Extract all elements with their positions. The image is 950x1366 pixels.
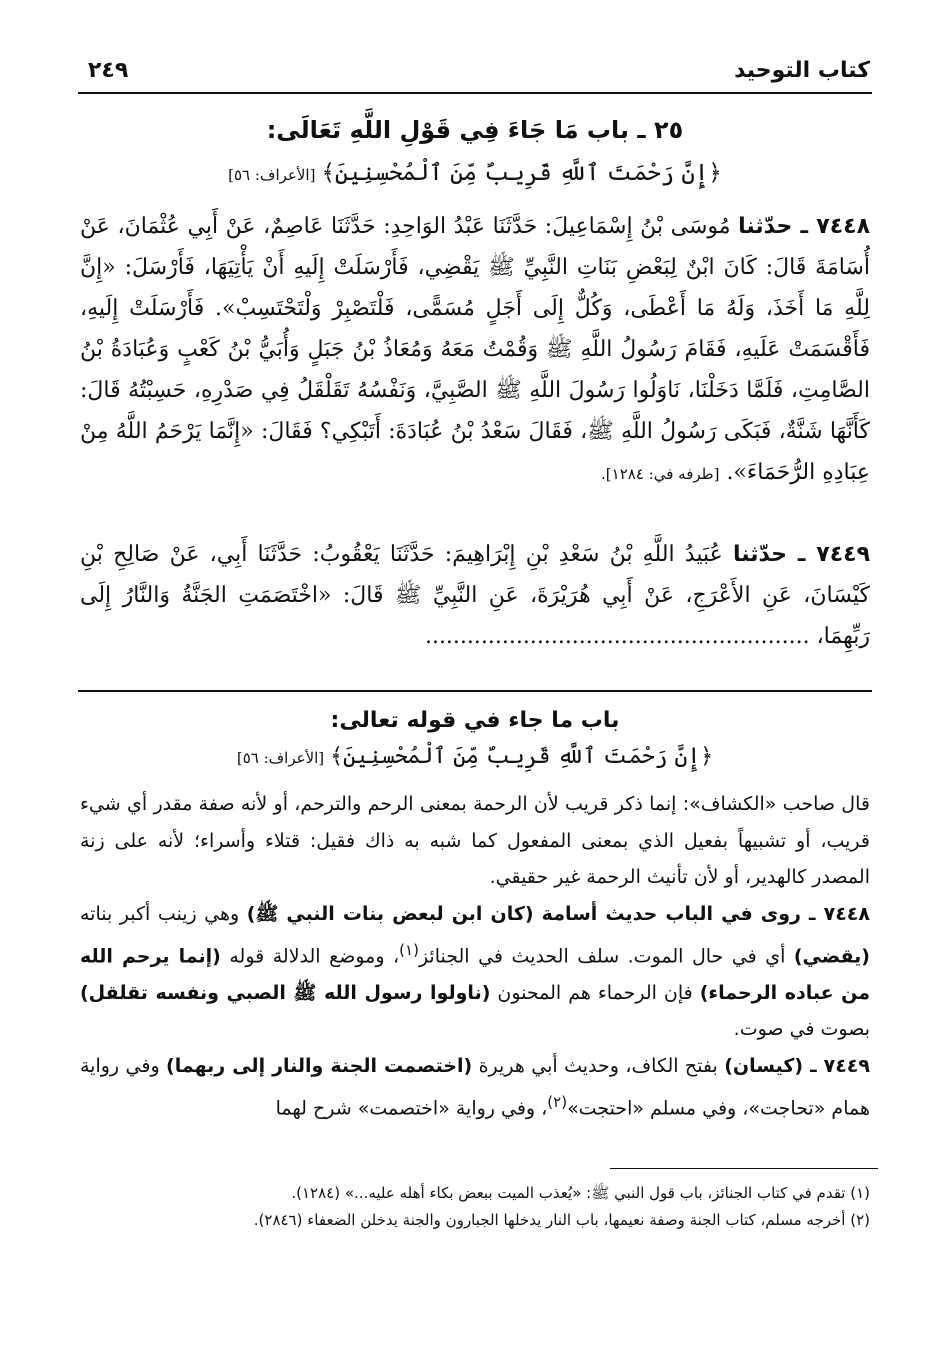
commentary-verse (80, 744, 870, 769)
footnotes (80, 1180, 870, 1234)
hadith-7448 (80, 206, 870, 495)
section-divider (78, 690, 872, 692)
hadith-text: مُوسَى بْنُ إِسْمَاعِيلَ: حَدَّثَنَا عَبْدُ الوَاحِدِ: حَدَّثَنَا عَاصِمٌ، عَنْ أَبِي عُثْمَانَ، عَنْ أُسَامَةَ قَالَ: كَانَ ابْنٌ لِبَعْضِ بَنَاتِ النَّبِيِّ ﷺ يَقْضِي، فَأَرْسَلَتْ إِلَيهِ أَنْ يَأْتِيَهَا، فَأَرْسَلَ: «إِنَّ لِلَّهِ مَا أَخَذَ، وَلَهُ مَا أَعْطَى، وَكُلٌّ إِلَى أَجَلٍ مُسَمًّى، فَلْتَصْبِرْ وَلْتَحْتَسِبْ». فَأَرْسَلَتْ إِلَيهِ، فَأَقْسَمَتْ عَلَيهِ، فَقَامَ رَسُولُ اللَّهِ ﷺ وَقُمْتُ مَعَهُ وَمُعَاذُ بْنُ جَبَلٍ وَأُبَيُّ بْنُ كَعْبٍ وَعُبَادَةُ بْنُ الصَّامِتِ، فَلَمَّا دَخَلْنَا، نَاوَلُوا رَسُولَ اللَّهِ ﷺ الصَّبِيَّ، وَنَفْسُهُ تَقَلْقَلُ فِي صَدْرِهِ، حَسِبْتُهُ قَالَ: كَأَنَّهَا شَنَّةٌ، فَبَكَى رَسُولُ اللَّهِ ﷺ، فَقَالَ سَعْدُ بْنُ عُبَادَةَ: أَتَبْكِي؟ فَقَالَ: «إِنَّمَا يَرْحَمُ اللَّهُ مِنْ عِبَادِهِ الرُّحَمَاءَ». (80, 214, 871, 485)
commentary-body (80, 786, 870, 1127)
para-text: بصوت في صوت. (733, 1018, 870, 1041)
header-rule (78, 92, 872, 94)
para-text: فإن الرحماء هم المحنون (490, 981, 700, 1004)
quoted-phrase: (يقضي) (793, 945, 870, 968)
quoted-phrase: (ناولوا رسول الله ﷺ الصبي ونفسه تقلقل) (80, 981, 491, 1004)
hadith-number: ٧٤٤٨ ـ حدّثنا (738, 214, 870, 239)
quoted-phrase: (اختصمت الجنة والنار إلى ربهما) (166, 1054, 473, 1077)
footnote-rule (610, 1168, 878, 1169)
book-title: كتاب التوحيد (734, 58, 870, 83)
chapter-verse (80, 160, 870, 186)
footnote-marker[interactable]: (٢) (547, 1093, 568, 1112)
hadith-7449 (80, 534, 870, 657)
verse-reference: [الأعراف: ٥٦] (228, 166, 316, 184)
para-text: ، وموضع الدلالة قوله (220, 945, 400, 968)
para-text: قال صاحب «الكشاف»: إنما ذكر قريب لأن الرحمة بمعنى الرحم والترحم، أو لأنه صفة مقدر أي شيء قريب، أو تشبيهاً بفعيل الذي بمعنى المفعول كما شبه به ذاك فقيل: قتلاء وأسراء؛ لأنه على زنة المصدر كالهدير، أو لأن تأنيث الرحمة غير حقيقي. (80, 793, 870, 888)
commentary-para-2 (80, 896, 870, 1048)
footnote-1: (١) تقدم في كتاب الجنائز، باب قول النبي ﷺ: «يُعذب الميت ببعض بكاء أهله عليه...» (١٢٨٤). (291, 1184, 870, 1202)
hadith-lead: ٧٤٤٨ ـ روى في الباب حديث أسامة (كان ابن لبعض بنات النبي ﷺ) (246, 902, 870, 925)
verse-text: ﴿إِنَّ رَحْمَتَ ٱللَّهِ قَرِيبٌ مِّنَ ٱلْمُحْسِنِينَ﴾ (321, 160, 722, 186)
hadith-lead: ٧٤٤٩ ـ (كيسان) (724, 1054, 870, 1077)
hadith-reference: [طرفه في: ١٢٨٤]. (601, 465, 720, 483)
verse-reference: [الأعراف: ٥٦] (236, 749, 325, 767)
page-header (88, 54, 870, 90)
commentary-heading: باب ما جاء في قوله تعالى: (330, 708, 620, 733)
para-text: بفتح الكاف، وحديث أبي هريرة (472, 1054, 725, 1077)
ellipsis-dots: ....................................................... (424, 624, 810, 649)
footnote-2: (٢) أخرجه مسلم، كتاب الجنة وصفة نعيمها، باب النار يدخلها الجبارون والجنة يدخلن الضعفاء (٢٨٤٦). (253, 1211, 870, 1229)
footnote-marker[interactable]: (١) (399, 941, 419, 959)
commentary-para-3 (80, 1048, 870, 1127)
quoted-phrase: (إنما يرحم الله من عباده الرحماء) (80, 945, 870, 1004)
hadith-text: عُبَيدُ اللَّهِ بْنُ سَعْدِ بْنِ إِبْرَاهِيمَ: حَدَّثَنَا يَعْقُوبُ: حَدَّثَنَا أَبِي، عَنْ صَالِحِ بْنِ كَيْسَانَ، عَنِ الأَعْرَجِ، عَنْ أَبِي هُرَيْرَةَ، عَنِ النَّبِيِّ ﷺ قَالَ: «اخْتَصَمَتِ الجَنَّةُ وَالنَّارُ إِلَى رَبِّهِمَا، (80, 542, 870, 649)
para-text: ، وفي رواية «اختصمت» شرح لهما (275, 1097, 548, 1120)
verse-text: ﴿إِنَّ رَحْمَتَ ٱللَّهِ قَرِيبٌ مِّنَ ٱلْمُحْسِنِينَ﴾ (330, 744, 714, 769)
para-text: وفي رواية همام «تحاجت»، وفي مسلم «احتجت» (80, 1054, 870, 1120)
para-text: أي في حال الموت. سلف الحديث في الجنائز (418, 945, 794, 968)
page-number: ٢٤٩ (88, 58, 129, 83)
commentary-para-1 (80, 786, 870, 896)
para-text: وهي زينب أكبر بناته (80, 902, 247, 925)
hadith-number: ٧٤٤٩ ـ حدّثنا (732, 542, 871, 567)
chapter-heading: ٢٥ ـ باب مَا جَاءَ فِي قَوْلِ اللَّهِ تَعَالَى: (266, 116, 684, 144)
